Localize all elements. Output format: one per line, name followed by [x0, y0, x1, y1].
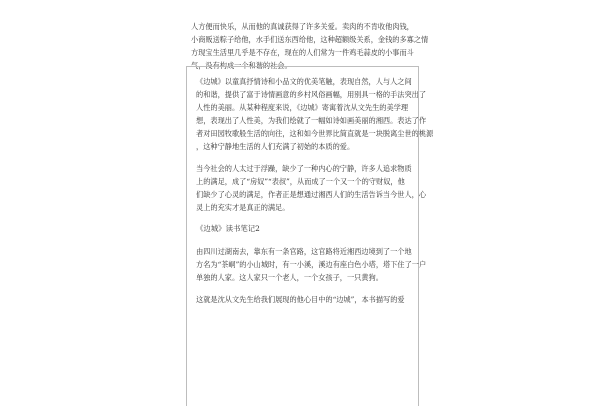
text-line: 的和谐，提供了富于诗情画意的乡村风俗画幅，用别具一格的手法突出了 [196, 90, 427, 99]
text-line: 想，表现出了人性美，为我们绘就了一幅如诗如画美丽的湘西。表达了作 [196, 116, 427, 125]
text-line: 《边城》以童真抒情诗和小品文的优美笔触，表现自然，人与人之间 [196, 77, 412, 86]
text-line: 单独的人家。这人家只一个老人，一个女孩子，一只黄狗。 [196, 273, 383, 282]
paragraph-road [196, 245, 427, 284]
boxed-section [186, 66, 434, 406]
paragraph-border-town [196, 293, 418, 306]
text-line: 灵上的充实才是真正的满足。 [196, 202, 290, 212]
text-line: 人方便而快乐，从而他的真诚获得了许多关爱。卖肉的不肯收他肉钱， [191, 22, 414, 31]
text-line: 者对田园牧歌般生活的向往，这和如今世界比简直就是一块脱离尘世的桃源 [196, 129, 434, 138]
text-line: ，这种宁静地生活的人们充满了初始的本质的爱。 [196, 142, 355, 151]
text-line: 气，没有构成一个和谐的社会。 [191, 61, 292, 70]
text-line: 小商贩送粽子给他，水手们送东西给他，这种超额级关系，金钱的多寡之情 [191, 35, 429, 44]
text-line: 当今社会的人太过于浮躁，缺少了一种内心的宁静，许多人追求物质 [196, 163, 412, 173]
text-line: 由四川过湖南去，靠东有一条官路，这官路将近湘西边境到了一个地 [196, 247, 412, 256]
text-line: 方现宝生活里几乎是不存在，现在的人们常为一件鸡毛蒜皮的小事而斗 [191, 48, 414, 57]
paragraph-society [196, 162, 427, 214]
paragraph-intro [196, 75, 434, 153]
text-line: 这就是沈从文先生给我们展现的他心目中的“边城”，本书描写的爱 [196, 294, 405, 304]
top-paragraph [191, 20, 429, 72]
section-subheading: 《边城》读书笔记2 [196, 224, 260, 233]
text-line: 人性的美丽。从某种程度来说，《边城》寄寓着沈从文先生的美学理 [196, 103, 409, 112]
text-line: 方名为“茶峒”的小山城时，有一小溪，溪边有座白色小塔，塔下住了一户 [196, 260, 427, 269]
text-line: 上的满足，成了“房奴”“表叔”，从而成了一个又一个的守财奴，他 [196, 176, 405, 186]
text-line: 们缺少了心灵的满足，作者正是想通过湘西人们的生活告诉当今世人，心 [196, 189, 427, 199]
